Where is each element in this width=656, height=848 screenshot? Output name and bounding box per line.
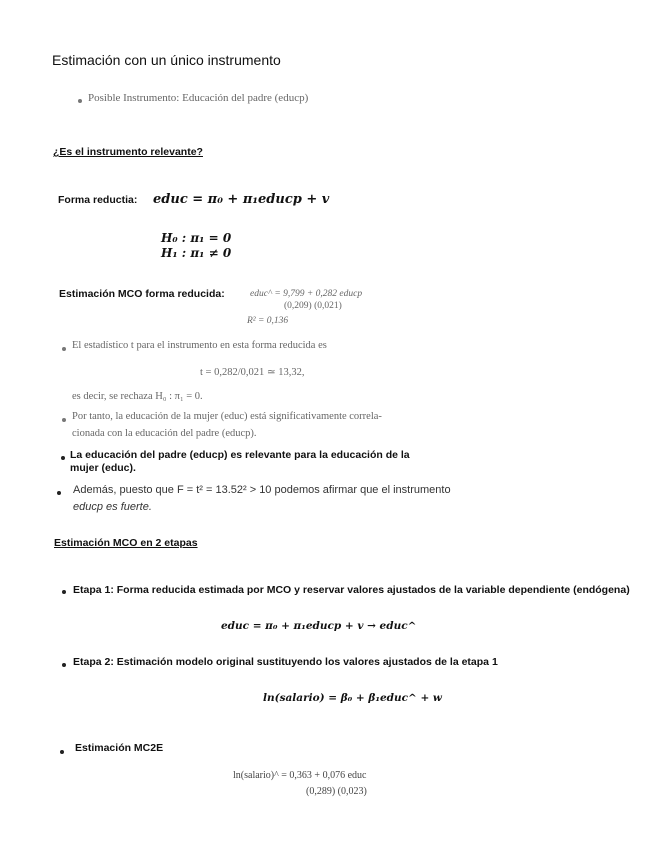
- mco-reduced-r2: R² = 0,136: [247, 316, 289, 326]
- strong-line2: educp es fuerte.: [73, 501, 152, 513]
- stage1-equation: educ = π₀ + π₁educp + v → educ^: [221, 620, 417, 632]
- bullet: [57, 491, 61, 495]
- mco-reduced-se: (0,209) (0,021): [284, 301, 342, 311]
- t-stat-reject: es decir, se rechaza H₀ : π₁ = 0.: [72, 391, 203, 402]
- null-hypothesis: H₀ : π₁ = 0: [161, 231, 232, 245]
- bullet: [78, 99, 82, 103]
- mc2e-label: Estimación MC2E: [75, 742, 164, 754]
- relevant-line1: La educación del padre (educp) es relevante para la educación de la: [70, 449, 410, 461]
- t-stat-text: El estadístico t para el instrumento en esta forma reducida es: [72, 340, 327, 351]
- mc2e-line1: ln(salario)^ = 0,363 + 0,076 educ: [233, 770, 367, 781]
- section-heading-two-stage: Estimación MCO en 2 etapas: [54, 537, 198, 549]
- page-title: Estimación con un único instrumento: [52, 52, 281, 68]
- strong-line1: Además, puesto que F = t² = 13.52² > 10 podemos afirmar que el instrumento: [73, 484, 451, 496]
- bullet: [62, 590, 66, 594]
- relevant-line2: mujer (educ).: [70, 462, 136, 474]
- mco-reduced-line1: educ^ = 9,799 + 0,282 educp: [250, 289, 363, 299]
- section-heading-relevant: ¿Es el instrumento relevante?: [53, 146, 203, 158]
- bullet: [62, 418, 66, 422]
- t-stat-formula: t = 0,282/0,021 ≃ 13,32,: [200, 367, 305, 378]
- mc2e-se: (0,289) (0,023): [306, 786, 367, 797]
- bullet: [60, 750, 64, 754]
- bullet: [62, 347, 66, 351]
- reduced-form-label: Forma reductia:: [58, 194, 138, 206]
- stage1-text: Etapa 1: Forma reducida estimada por MCO y reservar valores ajustados de la variable dependiente (endógena): [73, 584, 630, 596]
- alt-hypothesis: H₁ : π₁ ≠ 0: [161, 246, 232, 260]
- stage2-text: Etapa 2: Estimación modelo original sustituyendo los valores ajustados de la etapa 1: [73, 656, 498, 668]
- stage2-equation: ln(salario) = β₀ + β₁educ^ + w: [263, 692, 442, 704]
- correlated-line1: Por tanto, la educación de la mujer (educ) está significativamente correla-: [72, 411, 382, 422]
- bullet: [61, 456, 65, 460]
- bullet: [62, 663, 66, 667]
- possible-instrument: Posible Instrumento: Educación del padre (educp): [88, 92, 309, 104]
- correlated-line2: cionada con la educación del padre (educp).: [72, 428, 257, 439]
- mco-reduced-label: Estimación MCO forma reducida:: [59, 288, 225, 300]
- reduced-form-equation: educ = π₀ + π₁educp + v: [153, 192, 330, 207]
